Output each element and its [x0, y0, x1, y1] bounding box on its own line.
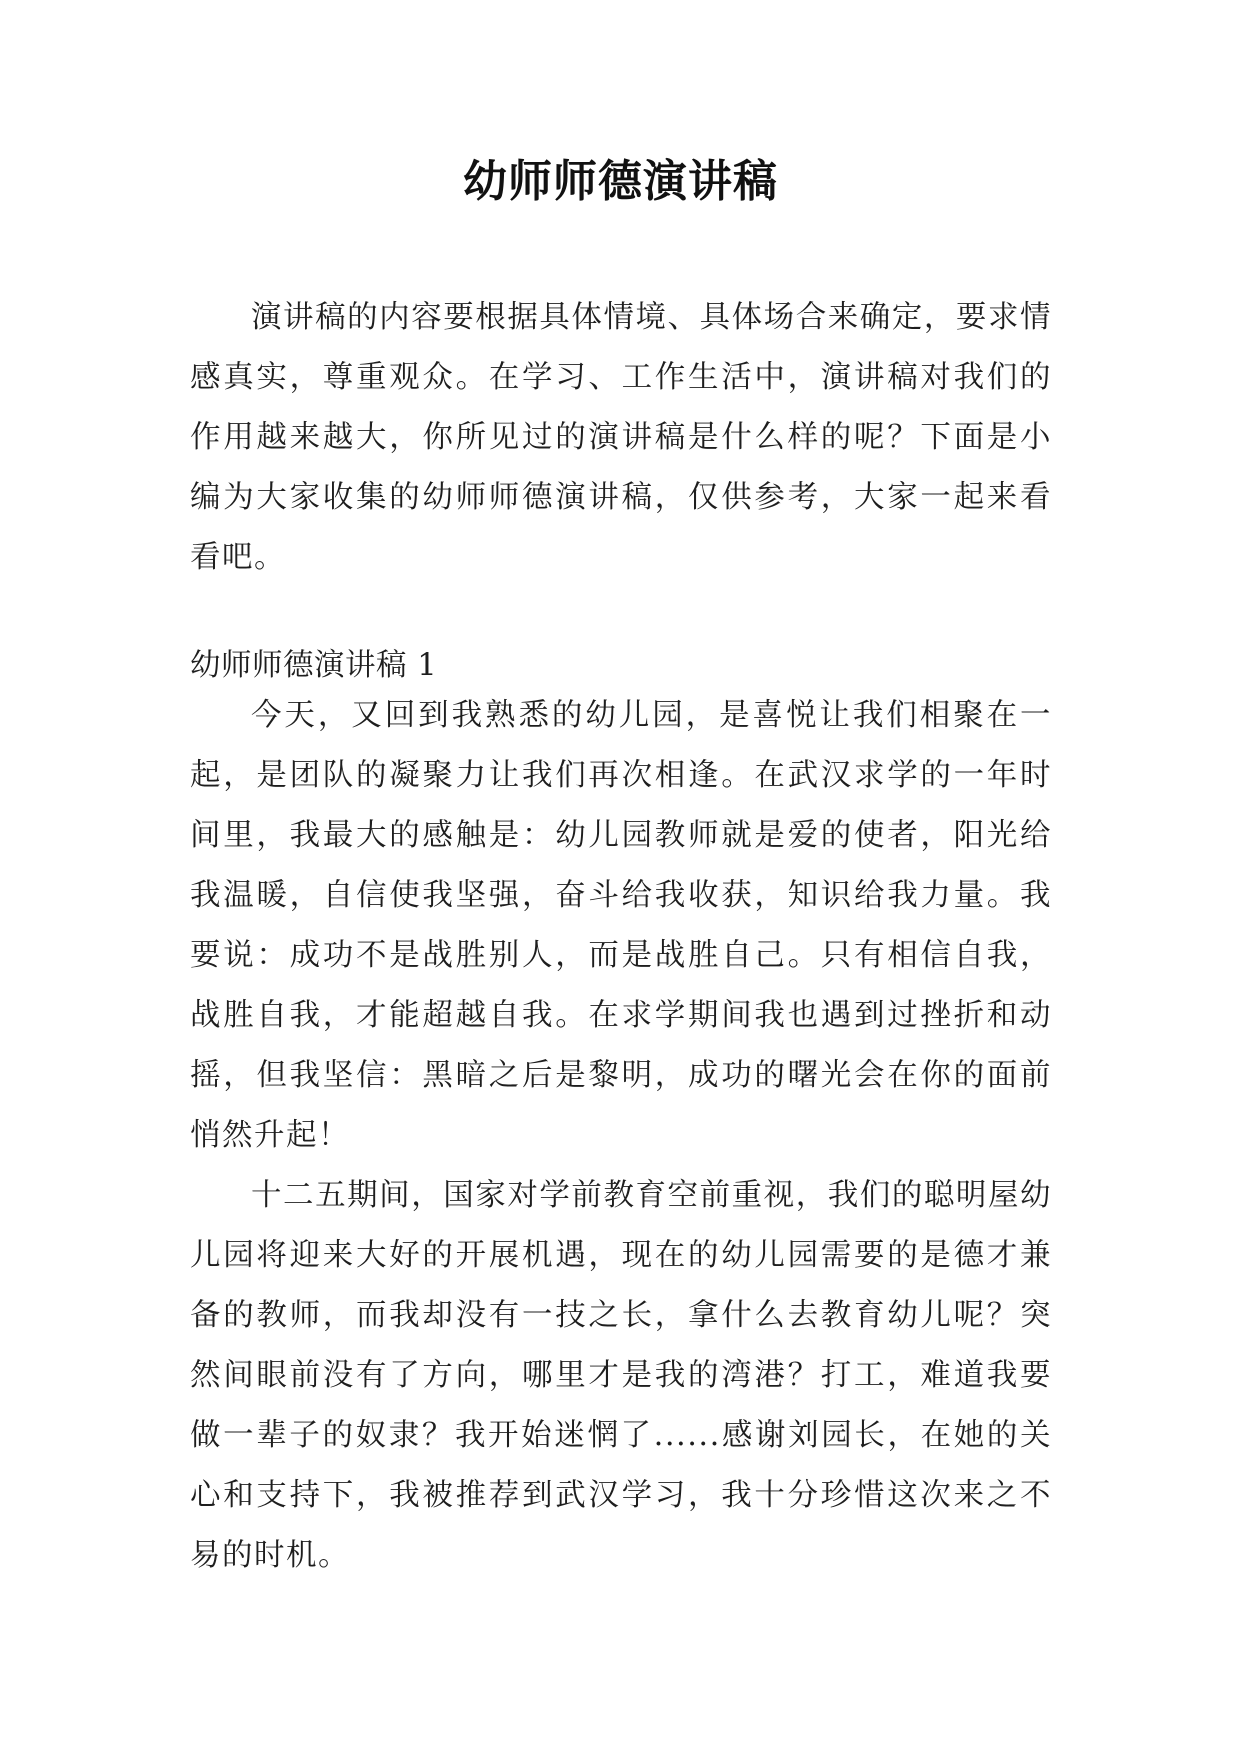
intro-paragraph: 演讲稿的内容要根据具体情境、具体场合来确定，要求情感真实，尊重观众。在学习、工作生活中，演讲稿对我们的作用越来越大，你所见过的演讲稿是什么样的呢？下面是小编为大家收集的幼师师德演讲稿，仅供参考，大家一起来看看吧。 — [190, 300, 1052, 575]
section-paragraph: 今天，又回到我熟悉的幼儿园，是喜悦让我们相聚在一起，是团队的凝聚力让我们再次相逢。在武汉求学的一年时间里，我最大的感触是：幼儿园教师就是爱的使者，阳光给我温暖，自信使我坚强，奋斗给我收获，知识给我力量。我要说：成功不是战胜别人，而是战胜自己。只有相信自我，战胜自我，才能超越自我。在求学期间我也遇到过挫折和动摇，但我坚信：黑暗之后是黎明，成功的曙光会在你的面前悄然升起！ — [190, 698, 1052, 1153]
section-paragraph: 十二五期间，国家对学前教育空前重视，我们的聪明屋幼儿园将迎来大好的开展机遇，现在的幼儿园需要的是德才兼备的教师，而我却没有一技之长，拿什么去教育幼儿呢？突然间眼前没有了方向，哪里才是我的湾港？打工，难道我要做一辈子的奴隶？我开始迷惘了......感谢刘园长，在她的关心和支持下，我被推荐到武汉学习，我十分珍惜这次来之不易的时机。 — [190, 1178, 1052, 1573]
intro-block — [190, 288, 1052, 588]
section-body — [190, 686, 1052, 1586]
section-heading: 幼师师德演讲稿 1 — [190, 648, 438, 683]
document-title: 幼师师德演讲稿 — [463, 156, 778, 207]
